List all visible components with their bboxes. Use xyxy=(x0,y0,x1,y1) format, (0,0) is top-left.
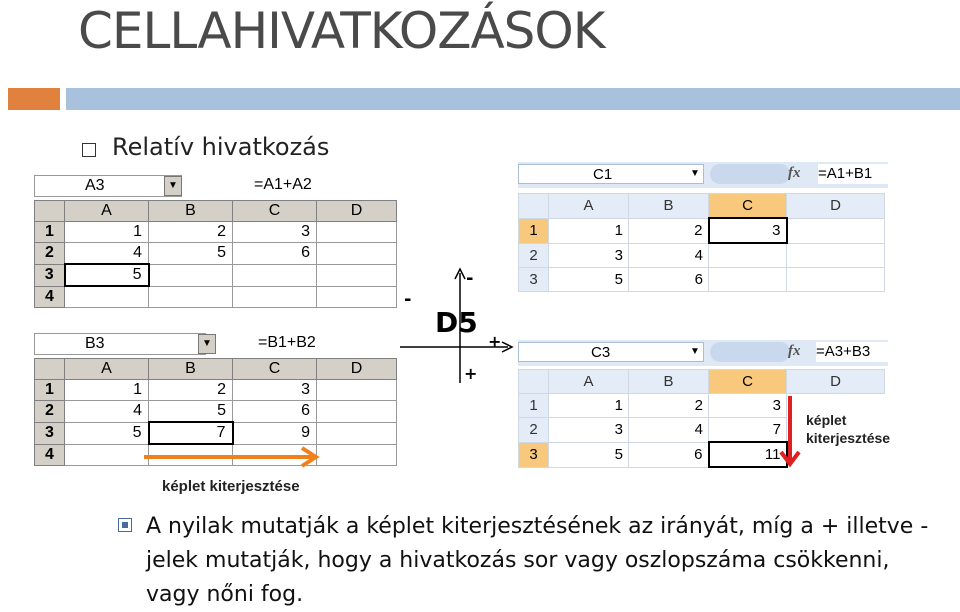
selected-cell[interactable]: 3 xyxy=(709,218,787,243)
formula-bar-sheet1 xyxy=(34,175,396,197)
formula-bar-separator xyxy=(710,342,790,362)
namebox[interactable]: B3 xyxy=(34,333,206,355)
selected-cell[interactable]: 5 xyxy=(65,264,149,286)
col-header[interactable]: A xyxy=(549,370,629,394)
body-paragraph: A nyilak mutatják a képlet kiterjesztésének az irányát, míg a + illetve - jelek mutatják, hogy a hivatkozás sor vagy oszlopszáma csökkenni, vagy nőni fog. xyxy=(146,514,929,607)
namebox[interactable]: C3 xyxy=(518,342,704,362)
cell[interactable]: 2 xyxy=(149,380,233,401)
dropdown-arrow-icon[interactable]: ▼ xyxy=(198,334,216,354)
plus-sign-right: + xyxy=(488,332,502,351)
formula-text[interactable]: =A1+A2 xyxy=(254,176,312,193)
corner-cell[interactable] xyxy=(35,201,65,222)
col-header[interactable]: A xyxy=(65,201,149,222)
corner-cell[interactable] xyxy=(519,370,549,394)
accent-bar-blue xyxy=(66,88,960,110)
subheading: Relatív hivatkozás xyxy=(112,133,330,161)
formula-bar-sheet3 xyxy=(518,162,888,188)
cell[interactable]: 4 xyxy=(629,418,709,443)
cell[interactable] xyxy=(317,401,397,423)
col-header[interactable]: A xyxy=(65,359,149,380)
dropdown-arrow-icon[interactable]: ▼ xyxy=(164,176,182,196)
col-header[interactable]: D xyxy=(787,370,885,394)
cell[interactable]: 1 xyxy=(549,394,629,418)
row-header[interactable]: 2 xyxy=(519,243,549,268)
row-header[interactable]: 3 xyxy=(519,268,549,292)
cell[interactable] xyxy=(787,268,885,292)
namebox[interactable]: A3 xyxy=(34,175,182,197)
cell[interactable]: 9 xyxy=(233,422,317,444)
cell[interactable]: 6 xyxy=(233,401,317,423)
col-header-selected[interactable]: C xyxy=(709,194,787,219)
row-header[interactable]: 2 xyxy=(35,401,65,423)
col-header[interactable]: B xyxy=(149,359,233,380)
corner-cell[interactable] xyxy=(519,194,549,219)
col-header[interactable]: C xyxy=(233,201,317,222)
cell[interactable] xyxy=(317,286,397,308)
formula-bar-sheet4 xyxy=(518,340,888,366)
cell[interactable]: 3 xyxy=(709,394,787,418)
cell[interactable]: 1 xyxy=(65,222,149,243)
spreadsheet-sheet3 xyxy=(518,193,885,292)
row-header[interactable]: 3 xyxy=(35,264,65,286)
cell[interactable] xyxy=(317,264,397,286)
cell[interactable] xyxy=(787,218,885,243)
cell[interactable] xyxy=(233,286,317,308)
row-header[interactable]: 1 xyxy=(35,380,65,401)
cell[interactable] xyxy=(149,286,233,308)
formula-bar-sheet2 xyxy=(34,333,396,355)
cell[interactable]: 5 xyxy=(149,243,233,265)
plus-sign-bottom: + xyxy=(464,364,478,383)
cell[interactable] xyxy=(317,222,397,243)
cell[interactable]: 4 xyxy=(65,243,149,265)
dropdown-arrow-icon[interactable]: ▼ xyxy=(690,168,700,179)
col-header[interactable]: D xyxy=(317,201,397,222)
cell[interactable] xyxy=(709,268,787,292)
cell[interactable]: 5 xyxy=(149,401,233,423)
row-header-selected[interactable]: 1 xyxy=(519,218,549,243)
cell[interactable]: 3 xyxy=(233,380,317,401)
cell[interactable] xyxy=(65,286,149,308)
col-header[interactable]: D xyxy=(787,194,885,219)
cell[interactable]: 7 xyxy=(709,418,787,443)
selected-cell[interactable]: 11 xyxy=(709,442,787,467)
cell[interactable] xyxy=(317,243,397,265)
row-header[interactable]: 4 xyxy=(35,286,65,308)
namebox[interactable]: C1 xyxy=(518,164,704,184)
bullet-square-icon xyxy=(118,518,132,532)
minus-sign-left: - xyxy=(404,289,412,310)
fx-icon[interactable]: fx xyxy=(788,165,801,181)
cell[interactable] xyxy=(65,444,149,466)
accent-bar-orange xyxy=(8,88,60,110)
col-header[interactable]: D xyxy=(317,359,397,380)
row-header[interactable]: 3 xyxy=(35,422,65,444)
col-header[interactable]: C xyxy=(233,359,317,380)
cell[interactable] xyxy=(787,243,885,268)
cell[interactable]: 5 xyxy=(549,442,629,467)
col-header[interactable]: B xyxy=(149,201,233,222)
spreadsheet-sheet1 xyxy=(34,200,397,308)
selected-cell[interactable]: 7 xyxy=(149,422,233,444)
col-header-selected[interactable]: C xyxy=(709,370,787,394)
cell[interactable]: 2 xyxy=(629,394,709,418)
caption-formula-fill: képlet kiterjesztése xyxy=(162,478,300,495)
cell[interactable] xyxy=(233,264,317,286)
cell[interactable]: 1 xyxy=(549,218,629,243)
row-header[interactable]: 1 xyxy=(519,394,549,418)
formula-text[interactable]: =A1+B1 xyxy=(818,164,888,184)
cell[interactable]: 3 xyxy=(233,222,317,243)
cell-reference-label: D5 xyxy=(435,306,478,339)
row-header[interactable]: 1 xyxy=(35,222,65,243)
caption-line2: kiterjesztése xyxy=(806,430,891,446)
formula-text[interactable]: =A3+B3 xyxy=(816,342,888,362)
fx-icon[interactable]: fx xyxy=(788,343,801,359)
cell[interactable]: 2 xyxy=(149,222,233,243)
cell[interactable]: 4 xyxy=(629,243,709,268)
cell[interactable]: 6 xyxy=(629,442,709,467)
col-header[interactable]: A xyxy=(549,194,629,219)
caption-line1: képlet xyxy=(806,412,847,428)
red-down-arrow-icon xyxy=(776,394,804,470)
dropdown-arrow-icon[interactable]: ▼ xyxy=(690,346,700,357)
col-header[interactable]: B xyxy=(629,370,709,394)
cell[interactable]: 4 xyxy=(65,401,149,423)
row-header[interactable]: 4 xyxy=(35,444,65,466)
row-header[interactable]: 2 xyxy=(519,418,549,443)
cell[interactable] xyxy=(317,422,397,444)
col-header[interactable]: B xyxy=(629,194,709,219)
corner-cell[interactable] xyxy=(35,359,65,380)
cell[interactable]: 3 xyxy=(549,243,629,268)
row-header[interactable]: 2 xyxy=(35,243,65,265)
cell[interactable]: 6 xyxy=(233,243,317,265)
cell[interactable]: 5 xyxy=(549,268,629,292)
bullet-square-icon xyxy=(82,143,96,157)
formula-bar-separator xyxy=(710,164,790,184)
minus-sign-top: - xyxy=(466,268,474,289)
cell[interactable]: 3 xyxy=(549,418,629,443)
cell[interactable] xyxy=(317,380,397,401)
cell[interactable] xyxy=(709,243,787,268)
row-header-selected[interactable]: 3 xyxy=(519,442,549,467)
cell[interactable] xyxy=(149,264,233,286)
formula-text[interactable]: =B1+B2 xyxy=(258,334,316,351)
cell[interactable]: 5 xyxy=(65,422,149,444)
orange-right-arrow-icon xyxy=(140,445,330,469)
cell[interactable]: 6 xyxy=(629,268,709,292)
slide-title: CELLAHIVATKOZÁSOK xyxy=(78,2,605,60)
cell[interactable]: 1 xyxy=(65,380,149,401)
cell[interactable]: 2 xyxy=(629,218,709,243)
